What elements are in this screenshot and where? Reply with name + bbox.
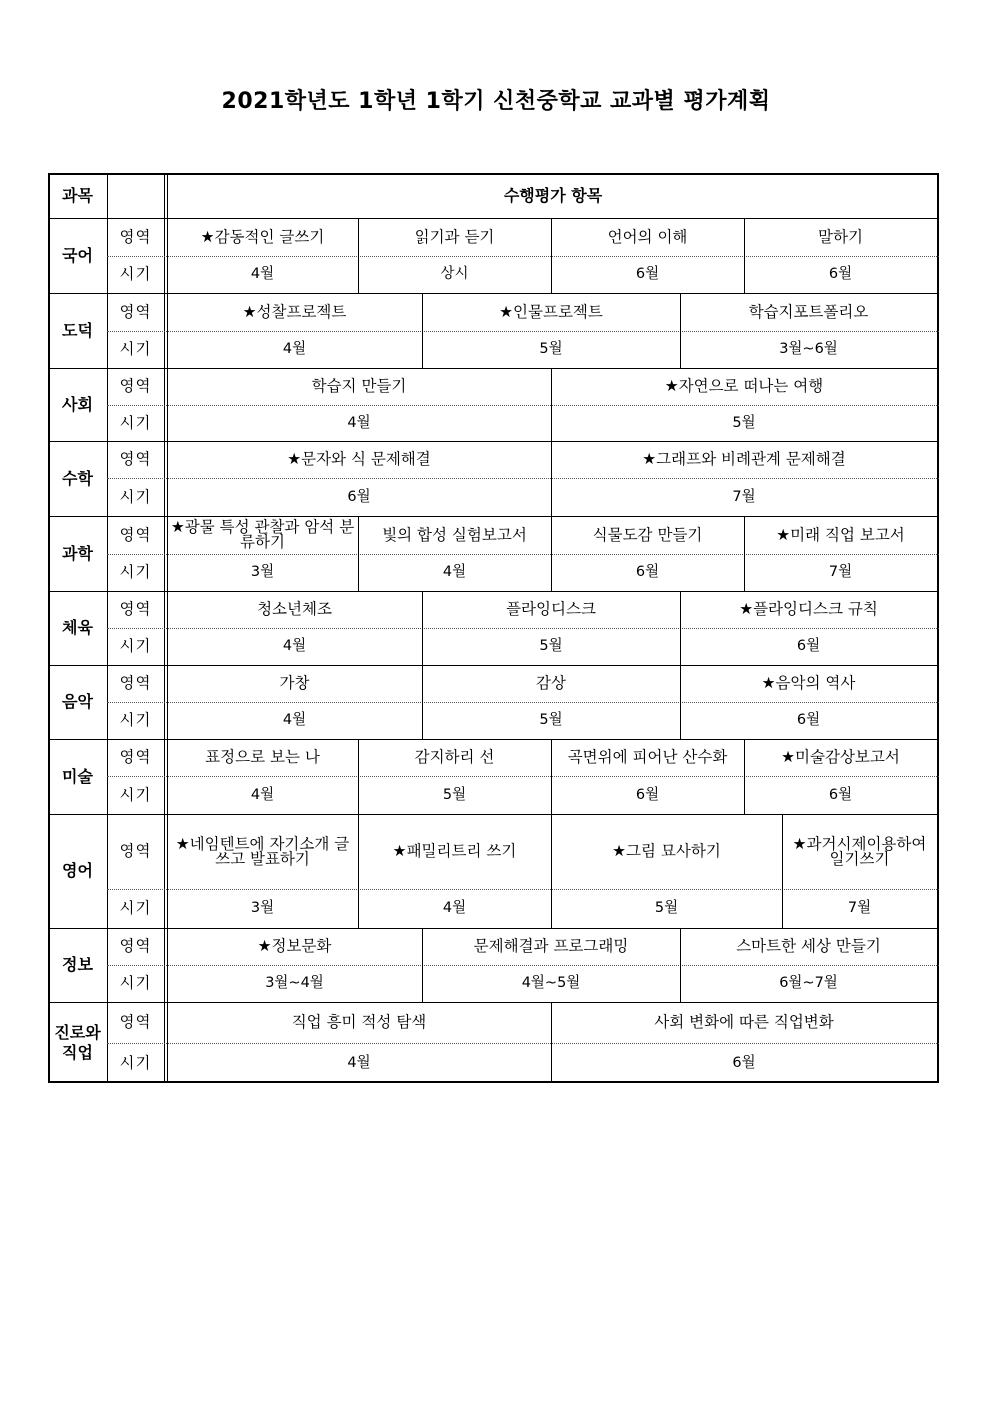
subject-3-name: 수학 (62, 468, 93, 488)
subject-4-area-0: ★광물 특성 관찰과 암석 분류하기 (170, 518, 355, 551)
subject-3-area-0: ★문자와 식 문제해결 (287, 450, 431, 468)
subject-6-area-0: 가창 (279, 674, 310, 692)
subject-7-area-1: 감지하리 선 (414, 748, 495, 766)
subject-4-area-1: 빛의 합성 실험보고서 (382, 525, 527, 544)
subject-4-area-3: ★미래 직업 보고서 (776, 525, 905, 544)
subject-1-time-1: 5월 (539, 341, 563, 357)
subject-3-area-1: ★그래프와 비례관계 문제해결 (642, 450, 846, 468)
subject-0-area-label: 영역 (119, 227, 152, 246)
subject-10-area-1: 사회 변화에 따른 직업변화 (654, 1013, 834, 1031)
subject-7-area-0: 표정으로 보는 나 (205, 748, 320, 766)
subject-5-time-2: 6월 (796, 638, 821, 654)
subject-3-time-1: 7월 (732, 488, 756, 505)
subject-8-area-0: ★네임텐트에 자기소개 글 쓰고 발표하기 (175, 834, 350, 868)
subject-0-time-0: 4월 (250, 266, 275, 282)
subject-0-time-label: 시기 (119, 265, 152, 283)
subject-5-time-1: 5월 (539, 638, 563, 654)
subject-3-time-0: 6월 (347, 488, 371, 505)
subject-6-time-0: 4월 (282, 712, 307, 728)
subject-8-area-label: 영역 (119, 842, 152, 860)
subject-7-area-3: ★미술감상보고서 (781, 748, 900, 766)
subject-1-time-label: 시기 (119, 340, 152, 358)
subject-5-area-0: 청소년체조 (257, 600, 332, 618)
subject-5-area-1: 플라잉디스크 (506, 600, 596, 618)
subject-0-area-1: 읽기과 듣기 (414, 227, 495, 246)
subject-5-time-label: 시기 (119, 637, 152, 655)
subject-2-area-1: ★자연으로 떠나는 여행 (664, 377, 824, 395)
subject-10-name: 진로와 직업 (54, 1022, 101, 1062)
subject-4-time-0: 3월 (250, 564, 275, 580)
subject-5-area-2: ★플라잉디스크 규칙 (739, 600, 878, 618)
subject-0-name: 국어 (62, 245, 93, 265)
subject-6-time-label: 시기 (119, 711, 152, 729)
subject-1-area-2: 학습지포트폴리오 (748, 302, 869, 321)
subject-5-name: 체육 (62, 618, 93, 637)
subject-6-time-1: 5월 (539, 712, 563, 728)
subject-9-area-2: 스마트한 세상 만들기 (736, 937, 881, 955)
subject-0-area-2: 언어의 이해 (607, 227, 688, 246)
subject-1-area-1: ★인물프로젝트 (499, 302, 603, 321)
subject-9-name: 정보 (62, 955, 93, 974)
subject-8-time-1: 4월 (442, 900, 467, 916)
subject-10-time-label: 시기 (119, 1053, 152, 1072)
subject-8-name: 영어 (62, 861, 93, 880)
subject-7-time-label: 시기 (119, 785, 152, 804)
subject-2-time-0: 4월 (347, 414, 371, 431)
subject-8-time-2: 5월 (654, 900, 679, 916)
subject-9-area-1: 문제해결과 프로그래밍 (473, 937, 629, 955)
subject-8-time-3: 7월 (847, 900, 872, 916)
subject-6-time-2: 6월 (796, 712, 821, 728)
subject-8-time-label: 시기 (119, 899, 152, 917)
subject-9-time-2: 6월~7월 (779, 975, 838, 991)
subject-9-area-0: ★정보문화 (257, 937, 332, 955)
subject-9-time-label: 시기 (119, 974, 152, 992)
subject-7-name: 미술 (62, 766, 93, 786)
subject-9-area-label: 영역 (119, 937, 152, 955)
subject-8-time-0: 3월 (250, 900, 275, 916)
subject-9-time-0: 3월~4월 (265, 975, 324, 991)
subject-8-area-3: ★과거시제이용하여 일기쓰기 (792, 834, 927, 868)
subject-6-area-2: ★음악의 역사 (761, 674, 856, 692)
subject-1-name: 도덕 (62, 320, 93, 340)
page-title: 2021학년도 1학년 1학기 신천중학교 교과별 평가계획 (221, 89, 771, 114)
subject-6-area-label: 영역 (119, 674, 152, 692)
subject-6-name: 음악 (62, 692, 93, 711)
subject-7-area-2: 곡면위에 피어난 산수화 (567, 748, 728, 766)
subject-10-time-1: 6월 (732, 1054, 756, 1071)
subject-2-area-0: 학습지 만들기 (311, 377, 407, 395)
subject-10-time-0: 4월 (347, 1054, 371, 1071)
subject-2-name: 사회 (62, 394, 93, 414)
subject-2-time-1: 5월 (732, 414, 756, 431)
header-subject: 과목 (62, 186, 93, 205)
header-items: 수행평가 항목 (503, 186, 603, 205)
subject-1-time-2: 3월~6월 (779, 341, 838, 357)
subject-6-area-1: 감상 (536, 674, 566, 692)
subject-0-area-3: 말하기 (818, 227, 863, 246)
subject-8-area-1: ★패밀리트리 쓰기 (392, 842, 517, 860)
subject-0-time-3: 6월 (828, 266, 853, 282)
subject-4-area-label: 영역 (119, 525, 152, 544)
subject-2-area-label: 영역 (119, 377, 152, 395)
subject-7-time-2: 6월 (635, 786, 660, 803)
subject-4-time-label: 시기 (119, 563, 152, 581)
subject-10-area-label: 영역 (119, 1013, 152, 1031)
subject-4-time-2: 6월 (635, 564, 660, 580)
subject-9-time-1: 4월~5월 (521, 975, 581, 991)
subject-0-area-0: ★감동적인 글쓰기 (200, 227, 325, 246)
subject-7-time-3: 6월 (828, 786, 853, 803)
subject-4-area-2: 식물도감 만들기 (592, 525, 703, 544)
subject-4-time-1: 4월 (442, 564, 467, 580)
subject-7-time-1: 5월 (442, 786, 467, 803)
subject-1-area-0: ★성찰프로젝트 (242, 302, 347, 321)
subject-5-area-label: 영역 (119, 600, 152, 618)
subject-1-area-label: 영역 (119, 302, 152, 321)
subject-1-time-0: 4월 (282, 341, 307, 357)
subject-7-area-label: 영역 (119, 748, 152, 766)
subject-10-area-0: 직업 흥미 적성 탐색 (291, 1013, 427, 1031)
subject-3-time-label: 시기 (119, 487, 152, 506)
subject-0-time-1: 상시 (440, 266, 469, 282)
subject-3-area-label: 영역 (119, 450, 152, 468)
subject-4-time-3: 7월 (828, 564, 853, 580)
subject-7-time-0: 4월 (250, 786, 275, 803)
subject-5-time-0: 4월 (282, 638, 307, 654)
subject-2-time-label: 시기 (119, 413, 152, 432)
subject-0-time-2: 6월 (635, 266, 660, 282)
subject-8-area-2: ★그림 묘사하기 (612, 842, 721, 860)
subject-4-name: 과학 (62, 543, 93, 563)
